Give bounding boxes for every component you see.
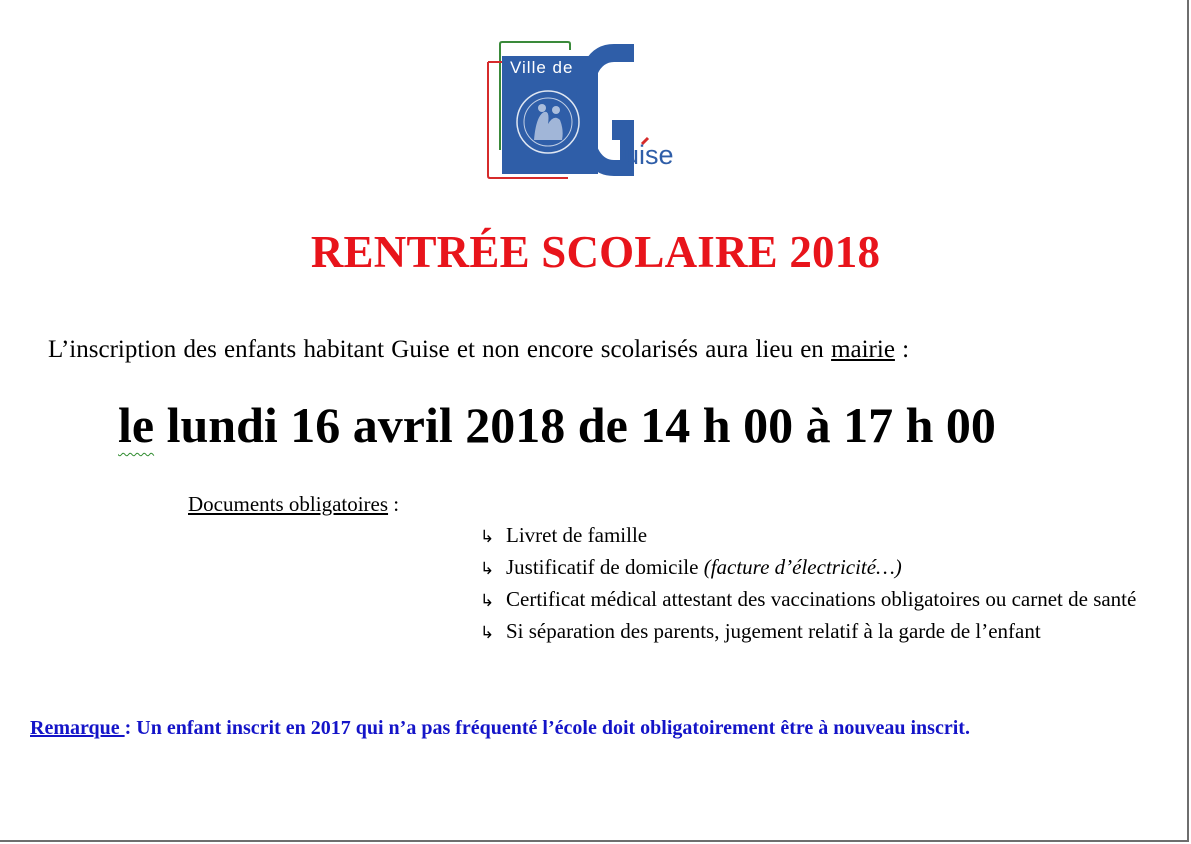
logo-city-name: uise bbox=[624, 140, 674, 170]
remark-label: Remarque bbox=[30, 717, 125, 739]
list-item bbox=[480, 520, 1140, 552]
arrow-bullet-icon: ↳ bbox=[480, 591, 495, 611]
arrow-bullet-icon: ↳ bbox=[480, 527, 495, 547]
list-item-note: (facture d’électricité…) bbox=[703, 555, 902, 579]
date-text: lundi 16 avril 2018 de 14 h 00 à 17 h 00 bbox=[154, 397, 996, 453]
city-logo bbox=[484, 40, 714, 182]
list-item-text: Livret de famille bbox=[506, 523, 648, 547]
list-item-text: Certificat médical attestant des vaccinations obligatoires ou carnet de santé bbox=[506, 587, 1137, 611]
date-prefix: le bbox=[118, 397, 155, 453]
page-title: RENTRÉE SCOLAIRE 2018 bbox=[310, 227, 881, 277]
list-item bbox=[480, 552, 1140, 584]
documents-label-suffix: : bbox=[388, 492, 400, 516]
list-item-text: Justificatif de domicile bbox=[506, 555, 704, 579]
documents-label: Documents obligatoires bbox=[188, 492, 389, 516]
intro-text: L’inscription des enfants habitant Guise et non encore scolarisés aura lieu en bbox=[48, 336, 832, 363]
documents-heading bbox=[188, 492, 399, 517]
arrow-bullet-icon: ↳ bbox=[480, 559, 495, 579]
documents-list bbox=[480, 520, 1140, 648]
logo-ville-de: Ville de bbox=[510, 58, 574, 77]
list-item bbox=[480, 616, 1140, 648]
registration-date bbox=[118, 396, 1178, 454]
remark-text: : Un enfant inscrit en 2017 qui n’a pas fréquenté l’école doit obligatoirement être à nouveau inscrit. bbox=[124, 717, 970, 739]
intro-place: mairie bbox=[831, 336, 895, 363]
list-item bbox=[480, 584, 1140, 616]
remark-paragraph bbox=[30, 717, 1180, 740]
intro-paragraph bbox=[48, 336, 1168, 364]
arrow-bullet-icon: ↳ bbox=[480, 623, 495, 643]
list-item-text: Si séparation des parents, jugement relatif à la garde de l’enfant bbox=[506, 619, 1041, 643]
intro-suffix: : bbox=[894, 336, 910, 363]
